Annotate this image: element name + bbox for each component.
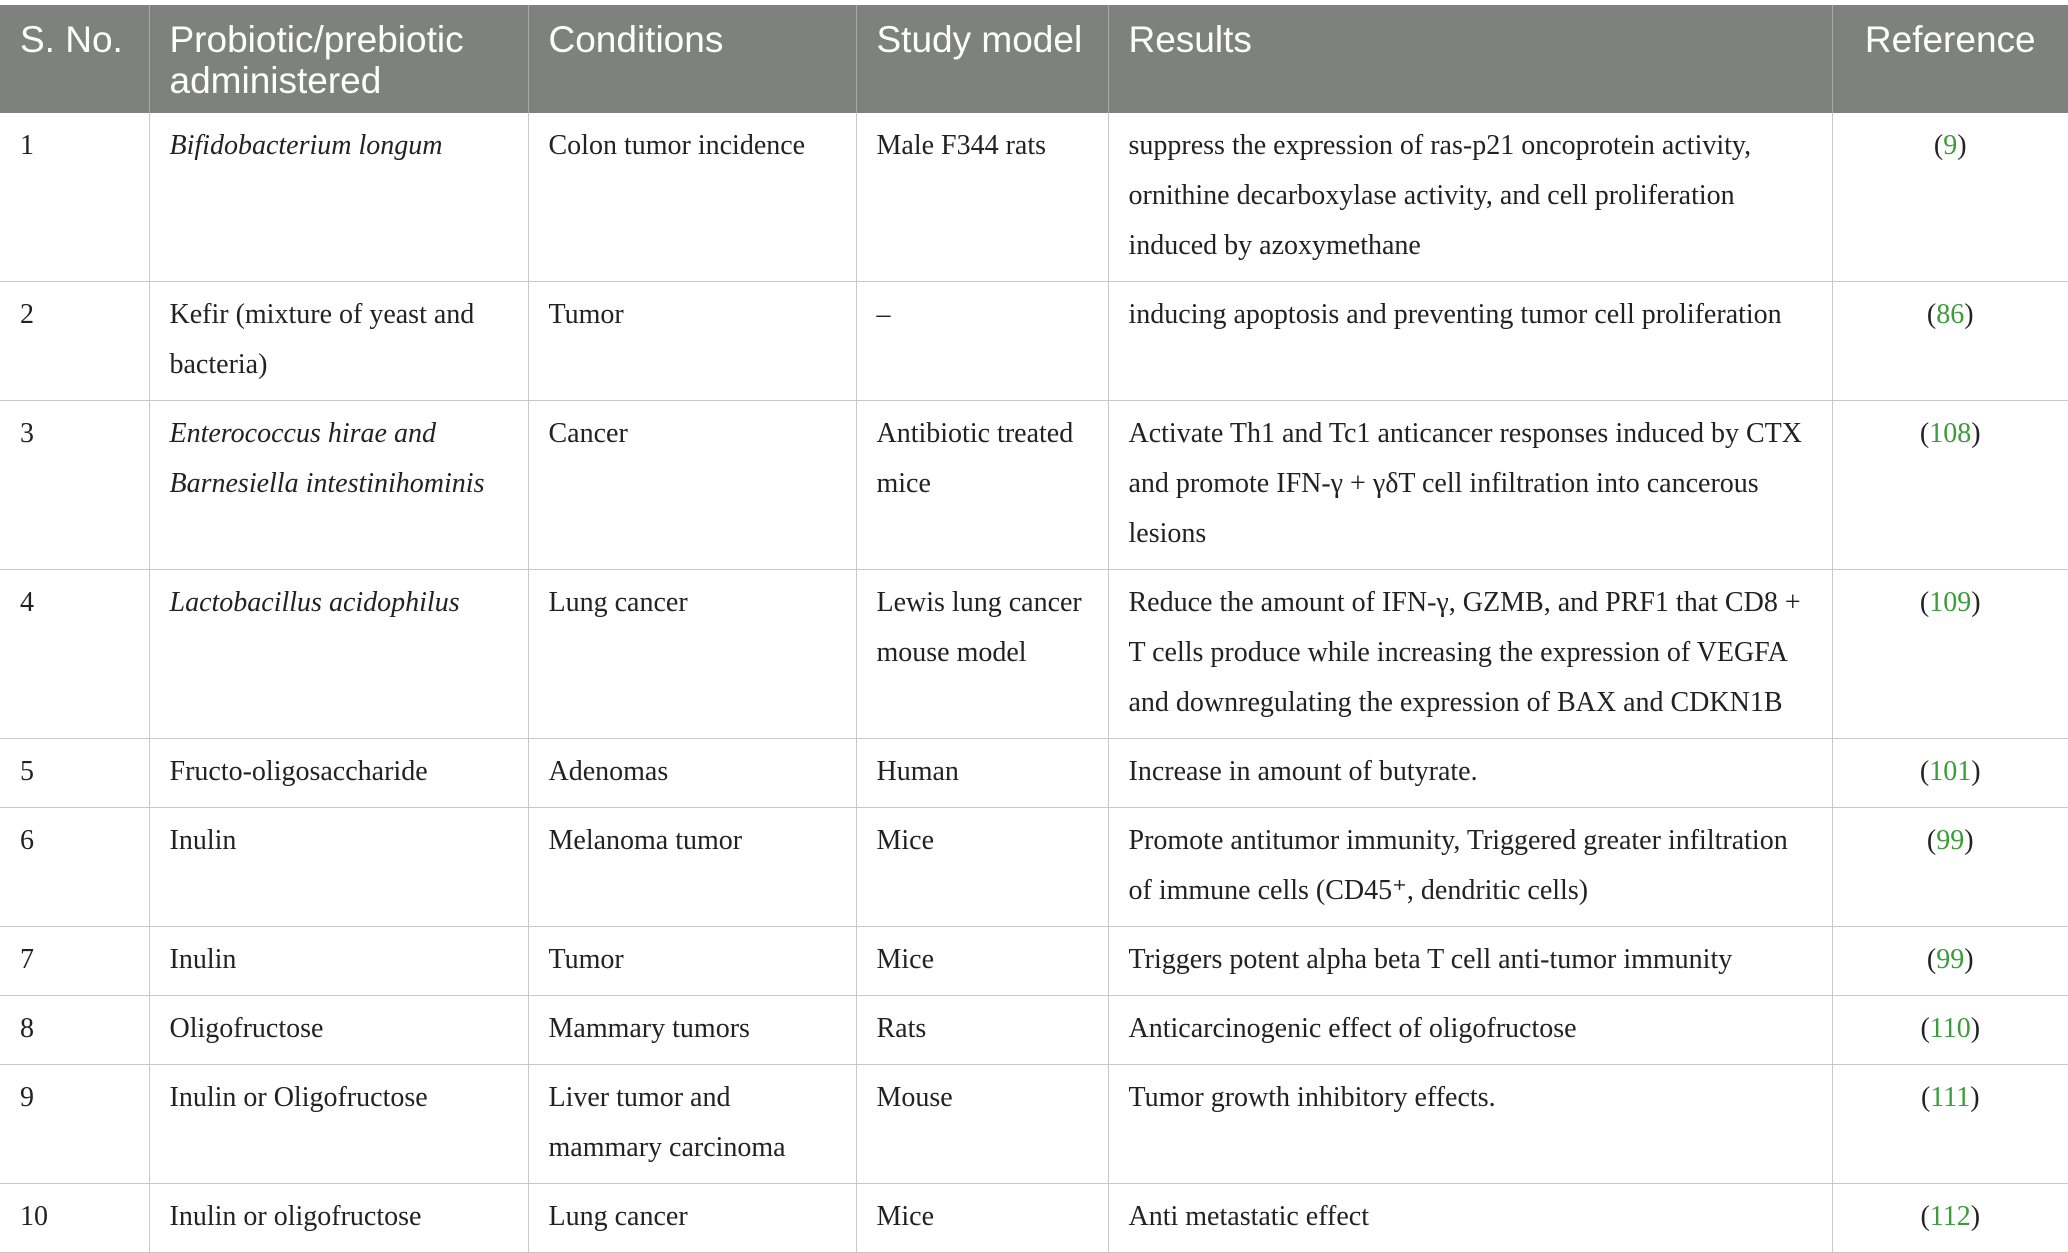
table-row: [0, 739, 2068, 808]
cell-condition: Lung cancer: [528, 570, 856, 739]
reference-link[interactable]: 99: [1936, 825, 1965, 856]
cell-sno: 3: [0, 401, 149, 570]
reference-close-paren: ): [1970, 1013, 1981, 1044]
cell-condition: Colon tumor incidence: [528, 113, 856, 282]
cell-agent: Fructo-oligosaccharide: [149, 739, 528, 808]
cell-result: Anticarcinogenic effect of oligofructose: [1108, 996, 1832, 1065]
header-study-model: Study model: [856, 5, 1108, 113]
reference-link[interactable]: 101: [1929, 756, 1972, 787]
cell-agent: Inulin or Oligofructose: [149, 1065, 528, 1184]
cell-condition: Cancer: [528, 401, 856, 570]
cell-sno: 2: [0, 282, 149, 401]
reference-close-paren: ): [1964, 825, 1974, 856]
cell-result: Promote antitumor immunity, Triggered greater infiltration of immune cells (CD45⁺, dendritic cells): [1108, 808, 1832, 927]
cell-sno: 1: [0, 113, 149, 282]
cell-agent: Enterococcus hirae and Barnesiella intestinihominis: [149, 401, 528, 570]
table-row: [0, 808, 2068, 927]
cell-sno: 7: [0, 927, 149, 996]
reference-open-paren: (: [1919, 756, 1930, 787]
cell-condition: Tumor: [528, 282, 856, 401]
reference-link[interactable]: 110: [1929, 1013, 1971, 1044]
reference-link[interactable]: 112: [1929, 1201, 1971, 1232]
cell-agent: Oligofructose: [149, 996, 528, 1065]
reference-open-paren: (: [1920, 1201, 1930, 1232]
cell-sno: 6: [0, 808, 149, 927]
reference-link[interactable]: 99: [1936, 944, 1965, 975]
reference-open-paren: (: [1926, 299, 1937, 330]
reference-close-paren: ): [1964, 299, 1974, 330]
cell-reference: [1832, 996, 2068, 1065]
cell-condition: Lung cancer: [528, 1184, 856, 1253]
header-row: [0, 5, 2068, 113]
table-row: [0, 570, 2068, 739]
cell-sno: 4: [0, 570, 149, 739]
cell-condition: Tumor: [528, 927, 856, 996]
cell-condition: Melanoma tumor: [528, 808, 856, 927]
reference-close-paren: ): [1971, 418, 1981, 449]
reference-close-paren: ): [1964, 944, 1974, 975]
cell-agent: Inulin: [149, 808, 528, 927]
reference-open-paren: (: [1919, 418, 1930, 449]
cell-result: Reduce the amount of IFN-γ, GZMB, and PRF1 that CD8 + T cells produce while increasing the expression of VEGFA and downregulating the expression of BAX and CDKN1B: [1108, 570, 1832, 739]
cell-sno: 9: [0, 1065, 149, 1184]
header-reference: Reference: [1832, 5, 2068, 113]
probiotic-prebiotic-table: [0, 5, 2068, 1253]
reference-close-paren: ): [1970, 1201, 1981, 1232]
cell-condition: Mammary tumors: [528, 996, 856, 1065]
cell-sno: 8: [0, 996, 149, 1065]
cell-agent: Bifidobacterium longum: [149, 113, 528, 282]
reference-open-paren: (: [1926, 825, 1937, 856]
cell-study-model: Male F344 rats: [856, 113, 1108, 282]
cell-reference: [1832, 927, 2068, 996]
table-row: [0, 996, 2068, 1065]
cell-reference: [1832, 282, 2068, 401]
cell-study-model: Mice: [856, 808, 1108, 927]
cell-result: suppress the expression of ras-p21 oncoprotein activity, ornithine decarboxylase activity, and cell proliferation induced by azoxymethane: [1108, 113, 1832, 282]
table-row: [0, 282, 2068, 401]
table-row: [0, 1065, 2068, 1184]
cell-condition: Adenomas: [528, 739, 856, 808]
cell-study-model: Rats: [856, 996, 1108, 1065]
reference-link[interactable]: 108: [1929, 418, 1972, 449]
cell-study-model: Mice: [856, 927, 1108, 996]
cell-result: Activate Th1 and Tc1 anticancer responses induced by CTX and promote IFN-γ + γδT cell infiltration into cancerous lesions: [1108, 401, 1832, 570]
cell-reference: [1832, 113, 2068, 282]
cell-sno: 5: [0, 739, 149, 808]
cell-reference: [1832, 808, 2068, 927]
reference-open-paren: (: [1920, 1082, 1931, 1113]
table-row: [0, 1184, 2068, 1253]
cell-result: Anti metastatic effect: [1108, 1184, 1832, 1253]
table-row: [0, 927, 2068, 996]
cell-sno: 10: [0, 1184, 149, 1253]
reference-open-paren: (: [1926, 944, 1937, 975]
reference-close-paren: ): [1971, 587, 1981, 618]
reference-link[interactable]: 9: [1943, 130, 1958, 161]
cell-condition: Liver tumor and mammary carcinoma: [528, 1065, 856, 1184]
table-body: [0, 113, 2068, 1253]
cell-result: inducing apoptosis and preventing tumor cell proliferation: [1108, 282, 1832, 401]
cell-agent: Inulin or oligofructose: [149, 1184, 528, 1253]
cell-result: Increase in amount of butyrate.: [1108, 739, 1832, 808]
cell-reference: [1832, 1184, 2068, 1253]
cell-study-model: Mice: [856, 1184, 1108, 1253]
cell-reference: [1832, 739, 2068, 808]
cell-result: Triggers potent alpha beta T cell anti-tumor immunity: [1108, 927, 1832, 996]
reference-close-paren: ): [1971, 756, 1981, 787]
table-row: [0, 401, 2068, 570]
cell-reference: [1832, 570, 2068, 739]
cell-reference: [1832, 401, 2068, 570]
cell-agent: Kefir (mixture of yeast and bacteria): [149, 282, 528, 401]
header-sno: S. No.: [0, 5, 149, 113]
cell-agent: Lactobacillus acidophilus: [149, 570, 528, 739]
reference-close-paren: ): [1970, 1082, 1980, 1113]
reference-link[interactable]: 86: [1936, 299, 1965, 330]
header-agent: Probiotic/prebiotic administered: [149, 5, 528, 113]
cell-study-model: Human: [856, 739, 1108, 808]
cell-study-model: Antibiotic treated mice: [856, 401, 1108, 570]
reference-close-paren: ): [1957, 130, 1967, 161]
reference-open-paren: (: [1919, 587, 1930, 618]
header-results: Results: [1108, 5, 1832, 113]
header-conditions: Conditions: [528, 5, 856, 113]
cell-agent: Inulin: [149, 927, 528, 996]
cell-study-model: Lewis lung cancer mouse model: [856, 570, 1108, 739]
reference-open-paren: (: [1933, 130, 1944, 161]
reference-link[interactable]: 109: [1929, 587, 1972, 618]
cell-result: Tumor growth inhibitory effects.: [1108, 1065, 1832, 1184]
reference-link[interactable]: 111: [1930, 1082, 1971, 1113]
cell-study-model: –: [856, 282, 1108, 401]
reference-open-paren: (: [1920, 1013, 1930, 1044]
cell-reference: [1832, 1065, 2068, 1184]
table-header: [0, 5, 2068, 113]
cell-study-model: Mouse: [856, 1065, 1108, 1184]
table-row: [0, 113, 2068, 282]
